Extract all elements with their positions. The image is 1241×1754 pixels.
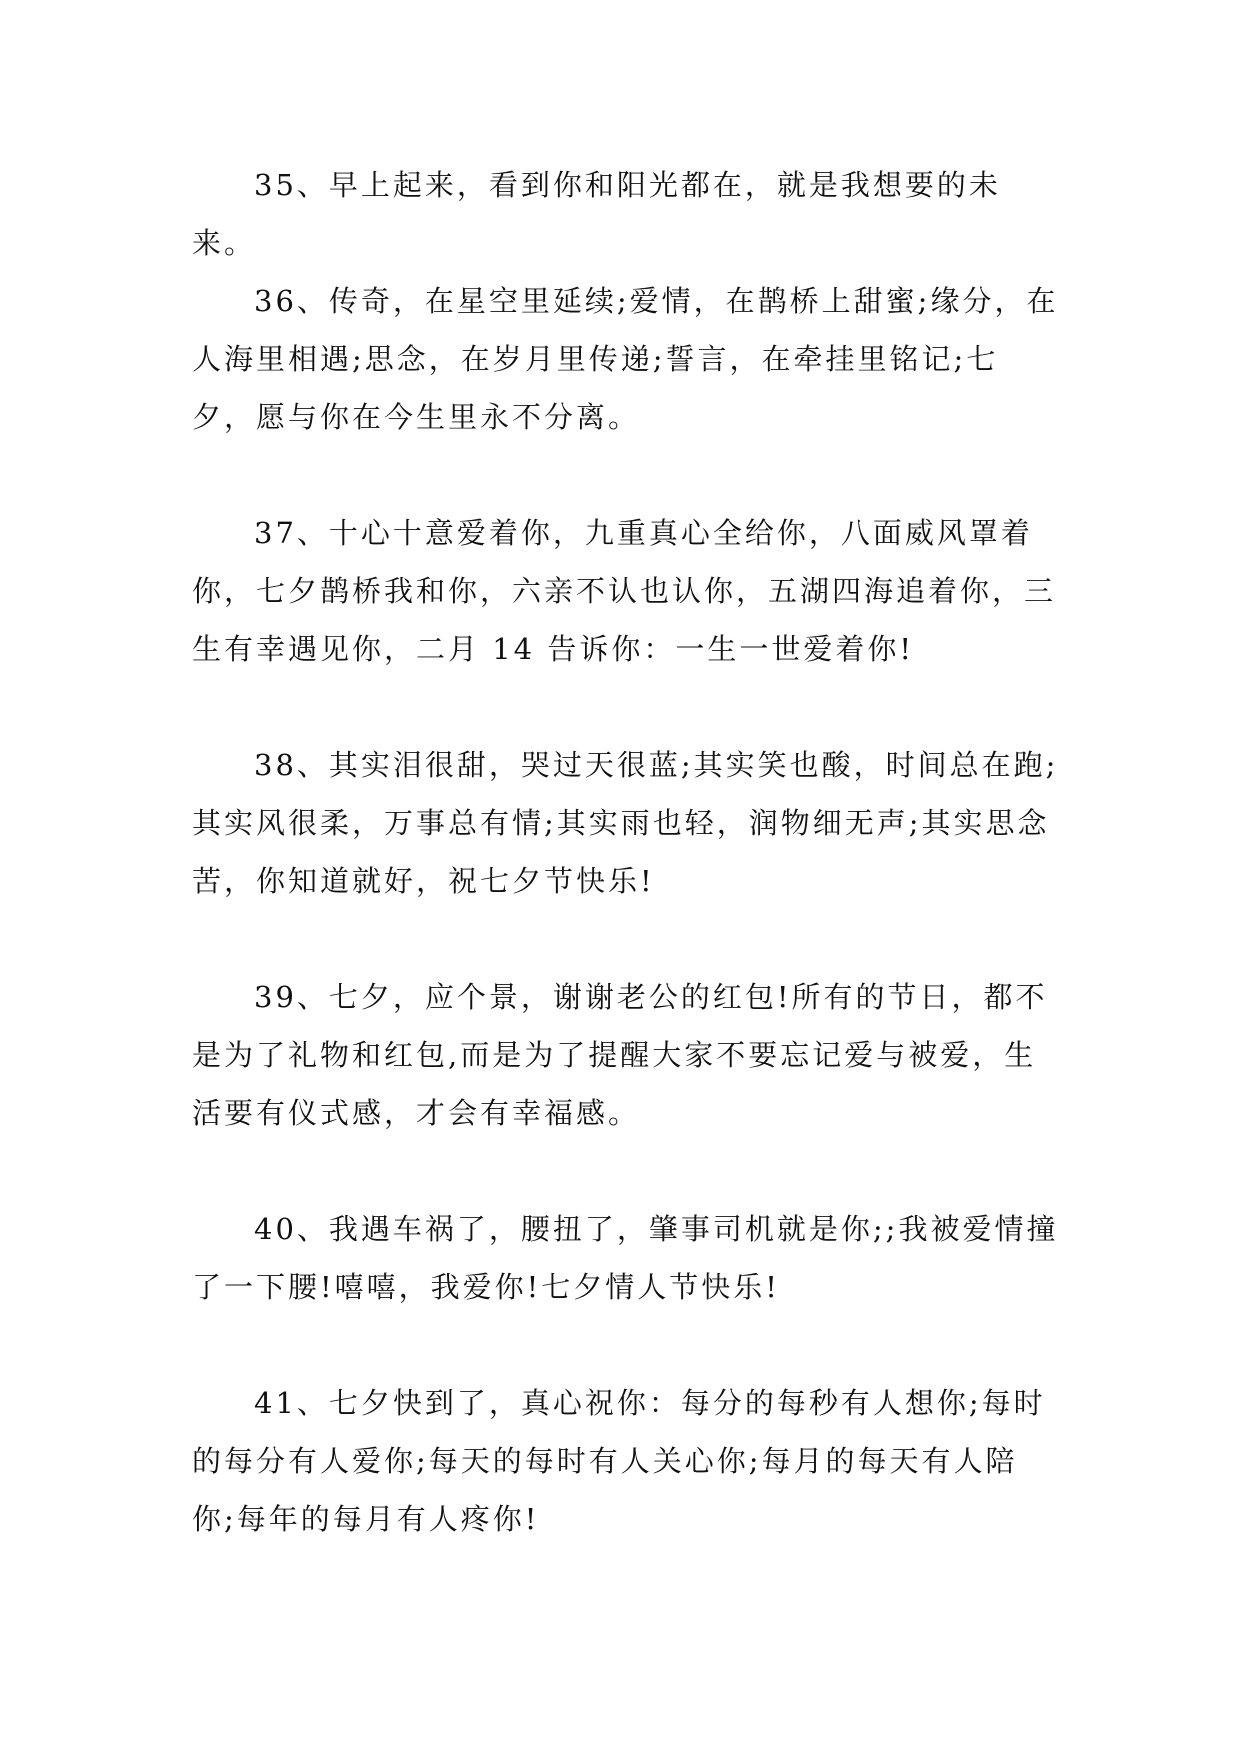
paragraph-36: 36、传奇，在星空里延续;爱情，在鹊桥上甜蜜;缘分，在人海里相遇;思念，在岁月里传递;誓言，在牵挂里铭记;七夕，愿与你在今生里永不分离。 (192, 284, 1059, 434)
paragraph-41: 41、七夕快到了，真心祝你：每分的每秒有人想你;每时的每分有人爱你;每天的每时有人关心你;每月的每天有人陪你;每年的每月有人疼你! (192, 1386, 1046, 1536)
paragraph-37: 37、十心十意爱着你，九重真心全给你，八面威风罩着你，七夕鹊桥我和你，六亲不认也认你，五湖四海追着你，三生有幸遇见你，二月 14 告诉你：一生一世爱着你! (192, 516, 1057, 666)
paragraph-35: 35、早上起来，看到你和阳光都在，就是我想要的未来。 (192, 168, 1001, 260)
paragraph-38: 38、其实泪很甜，哭过天很蓝;其实笑也酸，时间总在跑;其实风很柔，万事总有情;其实雨也轻，润物细无声;其实思念苦，你知道就好，祝七夕节快乐! (192, 748, 1059, 898)
paragraph-39: 39、七夕，应个景，谢谢老公的红包!所有的节日，都不是为了礼物和红包,而是为了提醒大家不要忘记爱与被爱，生活要有仪式感，才会有幸福感。 (192, 980, 1048, 1130)
paragraph-40: 40、我遇车祸了，腰扭了，肇事司机就是你;;我被爱情撞了一下腰!嘻嘻，我爱你!七夕情人节快乐! (192, 1212, 1059, 1304)
